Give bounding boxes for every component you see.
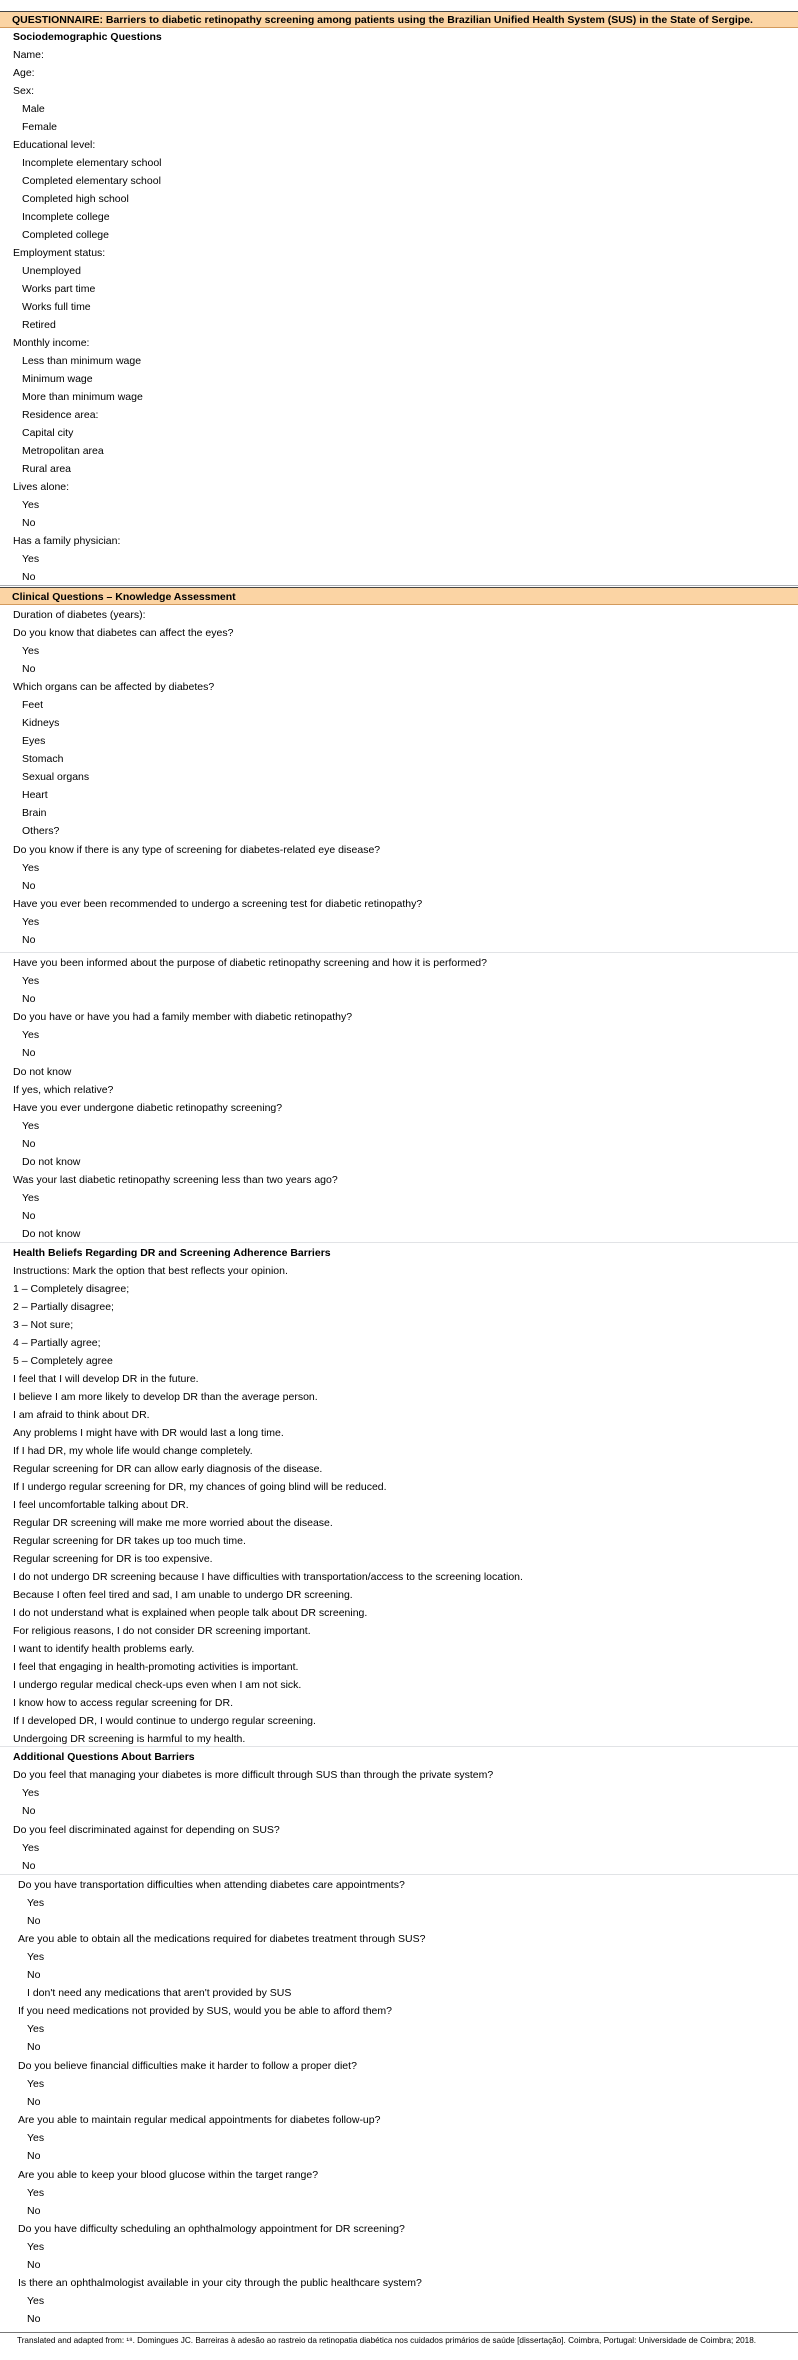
answer-option: Female xyxy=(22,121,58,133)
answer-option: Yes xyxy=(22,553,40,565)
answer-option: Minimum wage xyxy=(22,373,93,385)
question-label: Employment status: xyxy=(13,247,106,259)
question-label: Is there an ophthalmologist available in your city through the public healthcare system? xyxy=(18,2277,422,2289)
answer-option: Completed elementary school xyxy=(22,175,161,187)
answer-option: Yes xyxy=(22,916,40,928)
answer-option: Completed college xyxy=(22,229,109,241)
question-label: Educational level: xyxy=(13,139,96,151)
answer-option: Heart xyxy=(22,789,48,801)
scale-item: 5 – Completely agree xyxy=(13,1355,113,1367)
question-label: Do you believe financial difficulties make it harder to follow a proper diet? xyxy=(18,2060,357,2072)
question-label: Age: xyxy=(13,67,35,79)
section-header: Clinical Questions – Knowledge Assessment xyxy=(0,587,798,605)
answer-option: Do not know xyxy=(22,1156,81,1168)
question-label: Sex: xyxy=(13,85,35,97)
belief-statement: I do not undergo DR screening because I have difficulties with transportation/access to the screening location. xyxy=(13,1571,523,1583)
answer-option: Do not know xyxy=(13,1066,72,1078)
divider xyxy=(0,585,798,586)
answer-option: Rural area xyxy=(22,463,72,475)
question-label: If yes, which relative? xyxy=(13,1084,114,1096)
answer-option: Metropolitan area xyxy=(22,445,104,457)
question-label: Do you know that diabetes can affect the eyes? xyxy=(13,627,234,639)
belief-statement: Regular screening for DR can allow early diagnosis of the disease. xyxy=(13,1463,323,1475)
answer-option: Sexual organs xyxy=(22,771,90,783)
belief-statement: I am afraid to think about DR. xyxy=(13,1409,150,1421)
belief-statement: I want to identify health problems early. xyxy=(13,1643,195,1655)
answer-option: No xyxy=(27,2259,41,2271)
belief-statement: I do not understand what is explained when people talk about DR screening. xyxy=(13,1607,368,1619)
question-label: Do you have transportation difficulties when attending diabetes care appointments? xyxy=(18,1879,405,1891)
question-label: Was your last diabetic retinopathy screening less than two years ago? xyxy=(13,1174,338,1186)
divider xyxy=(0,1874,798,1875)
divider xyxy=(0,1242,798,1243)
section-header: Additional Questions About Barriers xyxy=(13,1751,195,1763)
answer-option: No xyxy=(27,2313,41,2325)
answer-option: Incomplete college xyxy=(22,211,110,223)
answer-option: More than minimum wage xyxy=(22,391,143,403)
answer-option: Yes xyxy=(27,2187,45,2199)
answer-option: Yes xyxy=(27,2078,45,2090)
answer-option: Kidneys xyxy=(22,717,60,729)
answer-option: No xyxy=(27,1915,41,1927)
answer-option: Less than minimum wage xyxy=(22,355,142,367)
question-label: If you need medications not provided by SUS, would you be able to afford them? xyxy=(18,2005,392,2017)
belief-statement: I believe I am more likely to develop DR than the average person. xyxy=(13,1391,318,1403)
answer-option: Stomach xyxy=(22,753,64,765)
question-label: Which organs can be affected by diabetes? xyxy=(13,681,215,693)
answer-option: No xyxy=(27,1969,41,1981)
answer-option: Yes xyxy=(27,2023,45,2035)
scale-item: 2 – Partially disagree; xyxy=(13,1301,114,1313)
scale-item: 3 – Not sure; xyxy=(13,1319,74,1331)
question-label: Have you been informed about the purpose of diabetic retinopathy screening and how it is performed? xyxy=(13,957,487,969)
answer-option: Works part time xyxy=(22,283,96,295)
answer-option: No xyxy=(22,880,36,892)
belief-statement: If I had DR, my whole life would change completely. xyxy=(13,1445,253,1457)
answer-option: No xyxy=(27,2096,41,2108)
answer-option: Retired xyxy=(22,319,56,331)
divider xyxy=(0,952,798,953)
questionnaire-title: QUESTIONNAIRE: Barriers to diabetic retinopathy screening among patients using the Brazilian Unified Health System (SUS) in the State of Sergipe. xyxy=(0,11,798,28)
answer-option: No xyxy=(27,2150,41,2162)
question-label: Has a family physician: xyxy=(13,535,121,547)
answer-option: Works full time xyxy=(22,301,91,313)
answer-option: Yes xyxy=(22,1842,40,1854)
answer-option: Yes xyxy=(22,862,40,874)
answer-option: Yes xyxy=(22,499,40,511)
belief-statement: I know how to access regular screening for DR. xyxy=(13,1697,234,1709)
answer-option: Yes xyxy=(27,2295,45,2307)
answer-option: Capital city xyxy=(22,427,74,439)
question-label: Are you able to obtain all the medications required for diabetes treatment through SUS? xyxy=(18,1933,426,1945)
answer-option: No xyxy=(22,934,36,946)
question-label: Lives alone: xyxy=(13,481,70,493)
scale-item: 1 – Completely disagree; xyxy=(13,1283,130,1295)
belief-statement: Undergoing DR screening is harmful to my health. xyxy=(13,1733,246,1745)
answer-option: No xyxy=(27,2041,41,2053)
answer-option: Yes xyxy=(27,1951,45,1963)
answer-option: No xyxy=(22,1805,36,1817)
belief-statement: I undergo regular medical check-ups even when I am not sick. xyxy=(13,1679,302,1691)
footer-citation: Translated and adapted from: ¹⁸. Domingues JC. Barreiras à adesão ao rastreio da retinopatia diabética nos cuidados primários de saúde [dissertação]. Coimbra, Portugal: Universidade de Coimbra; 2018. xyxy=(0,2332,798,2347)
belief-statement: Regular screening for DR takes up too much time. xyxy=(13,1535,246,1547)
question-label: Have you ever undergone diabetic retinopathy screening? xyxy=(13,1102,283,1114)
section-header: Health Beliefs Regarding DR and Screening Adherence Barriers xyxy=(13,1247,331,1259)
answer-option: No xyxy=(22,1047,36,1059)
answer-option: No xyxy=(22,517,36,529)
answer-option: Others? xyxy=(22,825,60,837)
answer-option: Yes xyxy=(27,2132,45,2144)
answer-option: Yes xyxy=(27,2241,45,2253)
instructions-text: Instructions: Mark the option that best reflects your opinion. xyxy=(13,1265,288,1277)
belief-statement: Regular screening for DR is too expensive. xyxy=(13,1553,213,1565)
question-label: Do you feel discriminated against for depending on SUS? xyxy=(13,1824,280,1836)
answer-option: No xyxy=(22,1860,36,1872)
answer-option: Male xyxy=(22,103,45,115)
question-label: Have you ever been recommended to undergo a screening test for diabetic retinopathy? xyxy=(13,898,423,910)
answer-option: Yes xyxy=(22,645,40,657)
answer-option: Eyes xyxy=(22,735,46,747)
divider xyxy=(0,1746,798,1747)
question-label: Do you have difficulty scheduling an ophthalmology appointment for DR screening? xyxy=(18,2223,405,2235)
answer-option: I don't need any medications that aren't provided by SUS xyxy=(27,1987,292,1999)
answer-option: Yes xyxy=(22,1192,40,1204)
answer-option: No xyxy=(22,993,36,1005)
belief-statement: Any problems I might have with DR would last a long time. xyxy=(13,1427,284,1439)
answer-option: No xyxy=(22,1138,36,1150)
answer-option: Yes xyxy=(22,1029,40,1041)
belief-statement: If I undergo regular screening for DR, my chances of going blind will be reduced. xyxy=(13,1481,387,1493)
belief-statement: I feel that I will develop DR in the future. xyxy=(13,1373,199,1385)
belief-statement: Because I often feel tired and sad, I am unable to undergo DR screening. xyxy=(13,1589,353,1601)
question-label: Monthly income: xyxy=(13,337,90,349)
scale-item: 4 – Partially agree; xyxy=(13,1337,101,1349)
belief-statement: I feel that engaging in health-promoting activities is important. xyxy=(13,1661,299,1673)
question-label: Are you able to maintain regular medical appointments for diabetes follow-up? xyxy=(18,2114,381,2126)
answer-option: Completed high school xyxy=(22,193,129,205)
belief-statement: For religious reasons, I do not consider DR screening important. xyxy=(13,1625,311,1637)
answer-option: Do not know xyxy=(22,1228,81,1240)
answer-option: Yes xyxy=(22,1120,40,1132)
answer-option: Brain xyxy=(22,807,47,819)
answer-option: No xyxy=(22,663,36,675)
question-label: Duration of diabetes (years): xyxy=(13,609,146,621)
question-label: Do you feel that managing your diabetes is more difficult through SUS than through the private system? xyxy=(13,1769,494,1781)
belief-statement: If I developed DR, I would continue to undergo regular screening. xyxy=(13,1715,316,1727)
question-label: Do you know if there is any type of screening for diabetes-related eye disease? xyxy=(13,844,381,856)
answer-option: Yes xyxy=(22,975,40,987)
question-label: Are you able to keep your blood glucose within the target range? xyxy=(18,2169,319,2181)
belief-statement: I feel uncomfortable talking about DR. xyxy=(13,1499,189,1511)
answer-option: Feet xyxy=(22,699,44,711)
answer-option: No xyxy=(22,1210,36,1222)
answer-option: Yes xyxy=(22,1787,40,1799)
section-header: Sociodemographic Questions xyxy=(13,31,162,43)
answer-option: Incomplete elementary school xyxy=(22,157,162,169)
answer-option: Yes xyxy=(27,1897,45,1909)
question-label: Name: xyxy=(13,49,44,61)
question-label: Residence area: xyxy=(22,409,99,421)
answer-option: No xyxy=(22,571,36,583)
answer-option: Unemployed xyxy=(22,265,81,277)
question-label: Do you have or have you had a family member with diabetic retinopathy? xyxy=(13,1011,353,1023)
answer-option: No xyxy=(27,2205,41,2217)
belief-statement: Regular DR screening will make me more worried about the disease. xyxy=(13,1517,333,1529)
